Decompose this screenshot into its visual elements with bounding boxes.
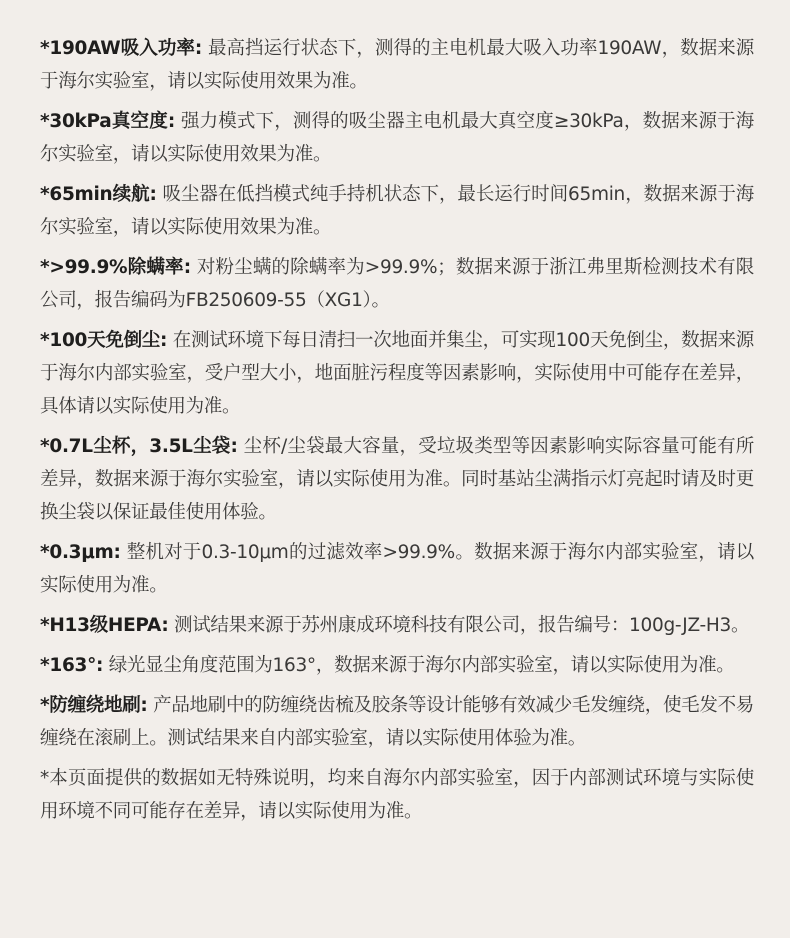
note-mite-removal	[40, 251, 754, 317]
note-label: *30kPa真空度:	[40, 111, 175, 132]
note-label: *163°:	[40, 655, 104, 676]
note-filtration	[40, 536, 754, 602]
note-suction-power	[40, 32, 754, 98]
note-label: *0.3μm:	[40, 542, 121, 563]
note-text: 吸尘器在低挡模式纯手持机状态下，最长运行时间65min，数据来源于海尔实验室，请以实际使用效果为准。	[40, 184, 755, 238]
note-anti-tangle-brush	[40, 689, 754, 755]
note-label: *0.7L尘杯，3.5L尘袋:	[40, 436, 238, 457]
note-vacuum	[40, 105, 754, 171]
note-text: 强力模式下，测得的吸尘器主电机最大真空度≥30kPa，数据来源于海尔实验室，请以实际使用效果为准。	[40, 111, 754, 165]
note-label: *>99.9%除螨率:	[40, 257, 191, 278]
footnote: *本页面提供的数据如无特殊说明，均来自海尔内部实验室，因于内部测试环境与实际使用环境不同可能存在差异，请以实际使用为准。	[40, 768, 754, 822]
note-green-light-angle	[40, 649, 754, 682]
note-text: 在测试环境下每日清扫一次地面并集尘，可实现100天免倒尘，数据来源于海尔内部实验室，受户型大小，地面脏污程度等因素影响，实际使用中可能存在差异，具体请以实际使用为准。	[40, 330, 754, 417]
note-dust-capacity	[40, 430, 754, 529]
note-text: 产品地刷中的防缠绕齿梳及胶条等设计能够有效减少毛发缠绕，使毛发不易缠绕在滚刷上。测试结果来自内部实验室，请以实际使用体验为准。	[40, 695, 754, 749]
note-label: *防缠绕地刷:	[40, 695, 148, 716]
note-label: *65min续航:	[40, 184, 157, 205]
note-text: 测试结果来源于苏州康成环境科技有限公司，报告编号：100g-JZ-H3。	[168, 615, 750, 636]
note-text: 绿光显尘角度范围为163°，数据来源于海尔内部实验室，请以实际使用为准。	[103, 655, 735, 676]
note-hepa	[40, 609, 754, 642]
note-label: *H13级HEPA:	[40, 615, 169, 636]
note-text: 整机对于0.3-10μm的过滤效率>99.9%。数据来源于海尔内部实验室，请以实际使用为准。	[40, 542, 754, 596]
note-text: 对粉尘螨的除螨率为>99.9%；数据来源于浙江弗里斯检测技术有限公司，报告编码为FB250609-55（XG1）。	[40, 257, 754, 311]
note-label: *190AW吸入功率:	[40, 38, 203, 59]
note-text: 尘杯/尘袋最大容量，受垃圾类型等因素影响实际容量可能有所差异，数据来源于海尔实验室，请以实际使用为准。同时基站尘满指示灯亮起时请及时更换尘袋以保证最佳使用体验。	[40, 436, 754, 523]
note-text: 最高挡运行状态下，测得的主电机最大吸入功率190AW，数据来源于海尔实验室，请以实际使用效果为准。	[40, 38, 754, 92]
note-dust-free-days	[40, 324, 754, 423]
note-label: *100天免倒尘:	[40, 330, 168, 351]
note-battery-life	[40, 178, 754, 244]
